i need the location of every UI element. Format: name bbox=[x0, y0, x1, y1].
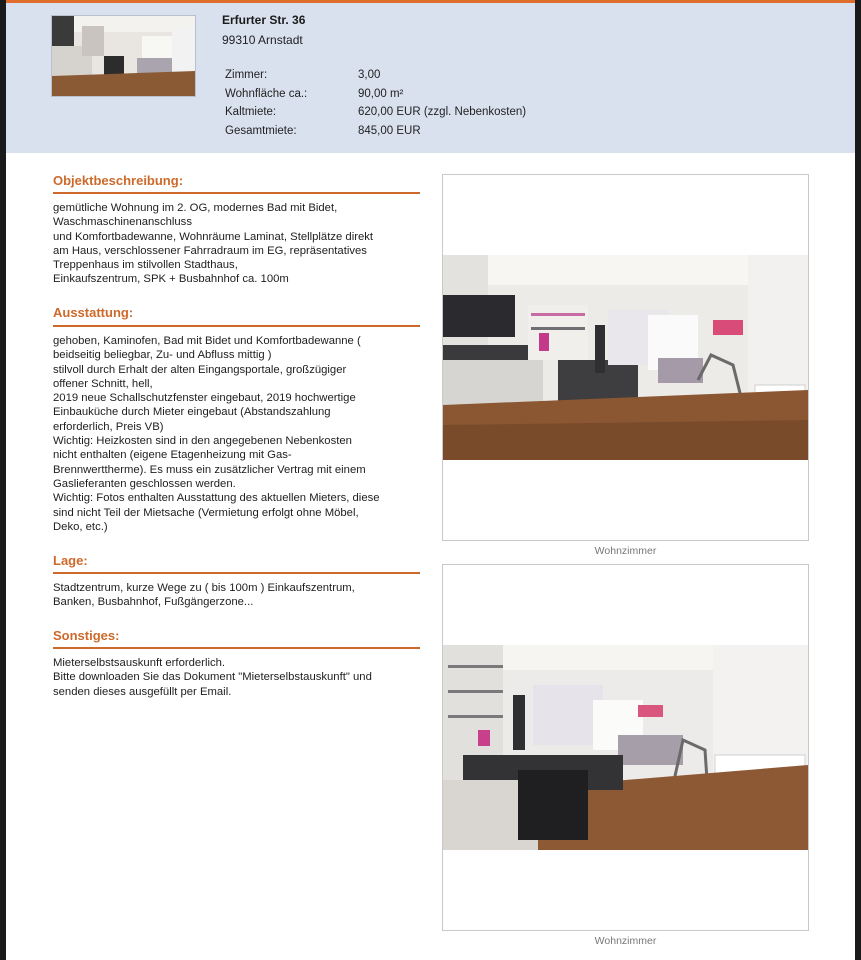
section-text-ausstattung bbox=[53, 334, 425, 534]
expose-page bbox=[6, 0, 855, 960]
text-line: Treppenhaus im stilvollen Stadthaus, bbox=[53, 259, 238, 272]
text-line: nicht enthalten (eigene Etagenheizung mit Gas- bbox=[53, 449, 292, 462]
facts-value: 90,00 m² bbox=[358, 87, 404, 100]
text-line: Bitte downloaden Sie das Dokument "Mieterselbstauskunft" und bbox=[53, 671, 372, 684]
section-text-sonstiges bbox=[53, 656, 425, 699]
photo-frame-wohnzimmer-1[interactable] bbox=[442, 174, 809, 541]
listing-thumbnail[interactable] bbox=[51, 15, 196, 97]
text-line: stilvoll durch Erhalt der alten Eingangsportale, großzügiger bbox=[53, 363, 347, 376]
facts-value: 845,00 EUR bbox=[358, 124, 421, 137]
section-divider bbox=[53, 647, 420, 649]
text-line: senden dieses ausgefüllt per Email. bbox=[53, 685, 232, 698]
photo-frame-wohnzimmer-2[interactable] bbox=[442, 564, 809, 931]
photo-kitchen-living bbox=[443, 255, 808, 460]
listing-city: 99310 Arnstadt bbox=[222, 33, 303, 47]
section-title-ausstattung: Ausstattung: bbox=[53, 305, 134, 320]
section-text-objektbeschreibung bbox=[53, 201, 425, 287]
text-line: und Komfortbadewanne, Wohnräume Laminat, Stellplätze direkt bbox=[53, 230, 374, 243]
photo-dining-living bbox=[443, 645, 808, 850]
text-line: offener Schnitt, hell, bbox=[53, 377, 153, 390]
facts-label: Wohnfläche ca.: bbox=[225, 87, 308, 100]
text-line: erforderlich, Preis VB) bbox=[53, 420, 164, 433]
facts-label: Kaltmiete: bbox=[225, 106, 277, 118]
text-line: Einbauküche durch Mieter eingebaut (Abstandszahlung bbox=[53, 406, 331, 419]
listing-header bbox=[6, 3, 855, 153]
listing-street: Erfurter Str. 36 bbox=[222, 13, 306, 27]
photo-caption: Wohnzimmer bbox=[594, 935, 657, 947]
text-line: gehoben, Kaminofen, Bad mit Bidet und Komfortbadewanne ( bbox=[53, 335, 361, 347]
text-line: 2019 neue Schallschutzfenster eingebaut, 2019 hochwertige bbox=[53, 392, 356, 405]
text-line: Brennwerttherme). Es muss ein zusätzlicher Vertrag mit einem bbox=[53, 463, 366, 476]
text-line: Gaslieferanten geschlossen werden. bbox=[53, 477, 236, 490]
text-line: Stadtzentrum, kurze Wege zu ( bis 100m ) Einkaufszentrum, bbox=[53, 582, 355, 594]
facts-label: Gesamtmiete: bbox=[225, 124, 297, 137]
section-divider bbox=[53, 325, 420, 327]
facts-value: 3,00 bbox=[358, 69, 381, 81]
text-line: Mieterselbstsauskunft erforderlich. bbox=[53, 657, 226, 669]
section-title-lage: Lage: bbox=[53, 553, 88, 568]
text-line: Deko, etc.) bbox=[53, 520, 108, 533]
section-title-sonstiges: Sonstiges: bbox=[53, 628, 120, 643]
text-line: am Haus, verschlossener Fahrradraum im EG, repräsentatives bbox=[53, 244, 367, 257]
text-line: beidseitig beliegbar, Zu- und Abfluss mittig ) bbox=[53, 349, 272, 362]
facts-label: Zimmer: bbox=[225, 69, 268, 81]
text-line: Einkaufszentrum, SPK + Busbahnhof ca. 100m bbox=[53, 273, 289, 286]
facts-value: 620,00 EUR (zzgl. Nebenkosten) bbox=[358, 106, 527, 118]
text-line: Waschmaschinenanschluss bbox=[53, 216, 192, 229]
section-divider bbox=[53, 192, 420, 194]
text-line: sind nicht Teil der Mietsache (Vermietung erfolgt ohne Möbel, bbox=[53, 506, 359, 519]
text-line: Wichtig: Fotos enthalten Ausstattung des aktuellen Mieters, diese bbox=[53, 492, 380, 505]
text-line: Banken, Busbahnhof, Fußgängerzone... bbox=[53, 596, 254, 609]
text-line: Wichtig: Heizkosten sind in den angegebenen Nebenkosten bbox=[53, 435, 352, 448]
section-text-lage bbox=[53, 581, 425, 610]
section-divider bbox=[53, 572, 420, 574]
text-line: gemütliche Wohnung im 2. OG, modernes Bad mit Bidet, bbox=[53, 202, 338, 214]
photo-caption: Wohnzimmer bbox=[594, 545, 657, 557]
section-title-objektbeschreibung: Objektbeschreibung: bbox=[53, 173, 184, 188]
